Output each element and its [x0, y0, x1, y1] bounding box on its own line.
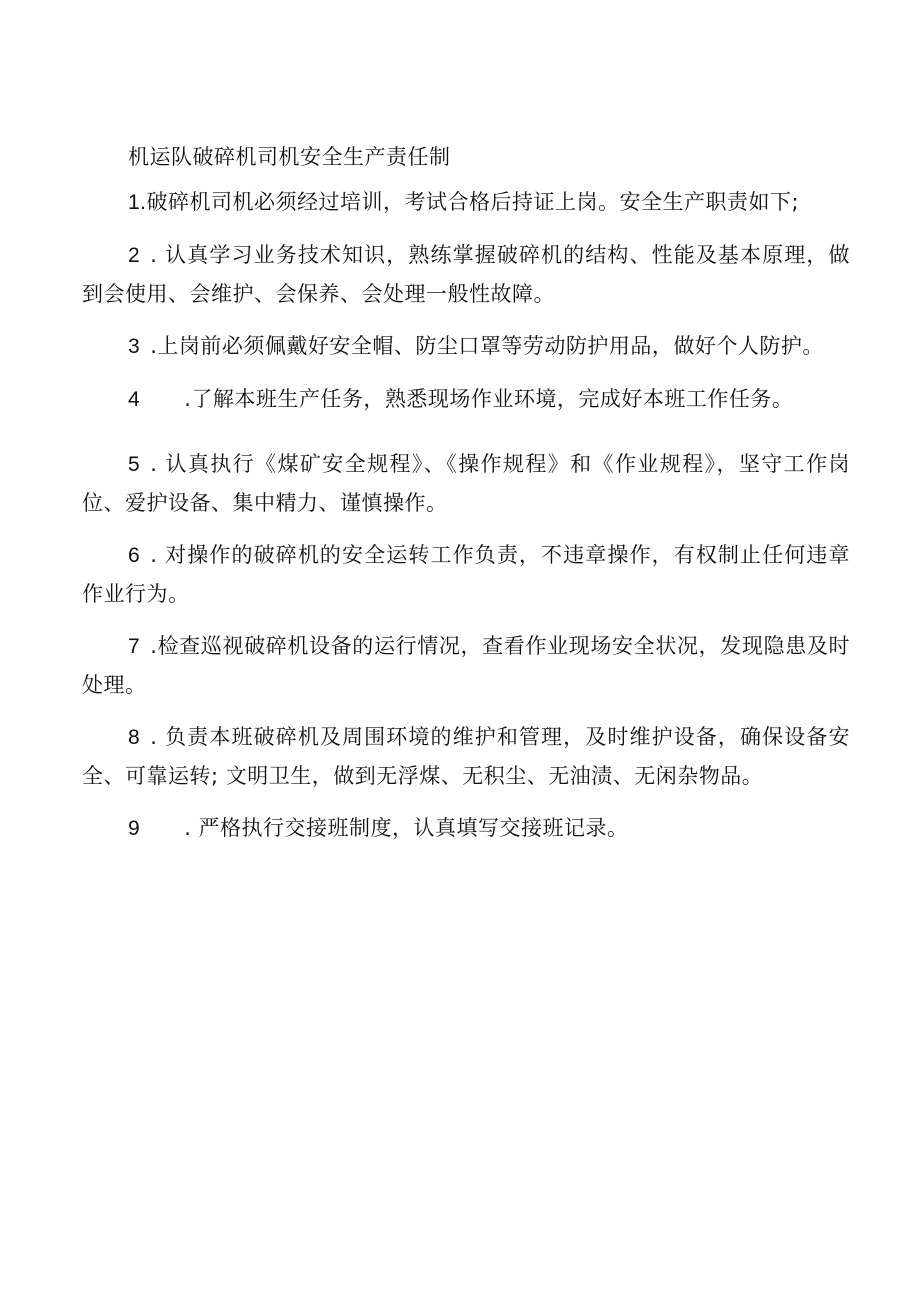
- item-number: 5: [128, 453, 141, 476]
- list-item: [82, 445, 850, 522]
- item-text: .了解本班生产任务，熟悉现场作业环境，完成好本班工作任务。: [184, 387, 794, 411]
- item-text: .检查巡视破碎机设备的运行情况，查看作业现场安全状况，发现隐患及时处理。: [82, 634, 850, 697]
- item-number: 9: [128, 817, 141, 840]
- list-item: [82, 809, 850, 848]
- item-text: .上岗前必须佩戴好安全帽、防尘口罩等劳动防护用品，做好个人防护。: [150, 334, 824, 358]
- list-item: [82, 718, 850, 795]
- item-number: 3: [128, 335, 141, 358]
- item-number: 7: [128, 635, 141, 658]
- item-text: . 认真执行《煤矿安全规程》、《操作规程》和《作业规程》，坚守工作岗位、爱护设备、集中精力、谨慎操作。: [82, 452, 850, 515]
- list-item: [82, 380, 850, 419]
- item-number: 2: [128, 244, 141, 267]
- document-title: 机运队破碎机司机安全生产责任制: [128, 145, 451, 169]
- list-item: [82, 183, 850, 222]
- item-number: 6: [128, 544, 141, 567]
- list-item: [82, 536, 850, 613]
- item-text: 破碎机司机必须经过培训，考试合格后持证上岗。安全生产职责如下;: [146, 190, 800, 214]
- item-number: 1.: [128, 191, 147, 214]
- list-item: [82, 627, 850, 704]
- item-text: . 负责本班破碎机及周围环境的维护和管理，及时维护设备，确保设备安全、可靠运转; 文明卫生，做到无浮煤、无积尘、无油渍、无闲杂物品。: [82, 725, 850, 788]
- document-body: [82, 138, 850, 862]
- list-item: [82, 327, 850, 366]
- item-text: . 认真学习业务技术知识，熟练掌握破碎机的结构、性能及基本原理，做到会使用、会维护、会保养、会处理一般性故障。: [82, 243, 850, 306]
- item-number: 4: [128, 388, 141, 411]
- item-number: 8: [128, 726, 141, 749]
- item-text: . 对操作的破碎机的安全运转工作负责，不违章操作，有权制止任何违章作业行为。: [82, 543, 850, 606]
- list-item: [82, 236, 850, 313]
- item-text: . 严格执行交接班制度，认真填写交接班记录。: [184, 816, 629, 840]
